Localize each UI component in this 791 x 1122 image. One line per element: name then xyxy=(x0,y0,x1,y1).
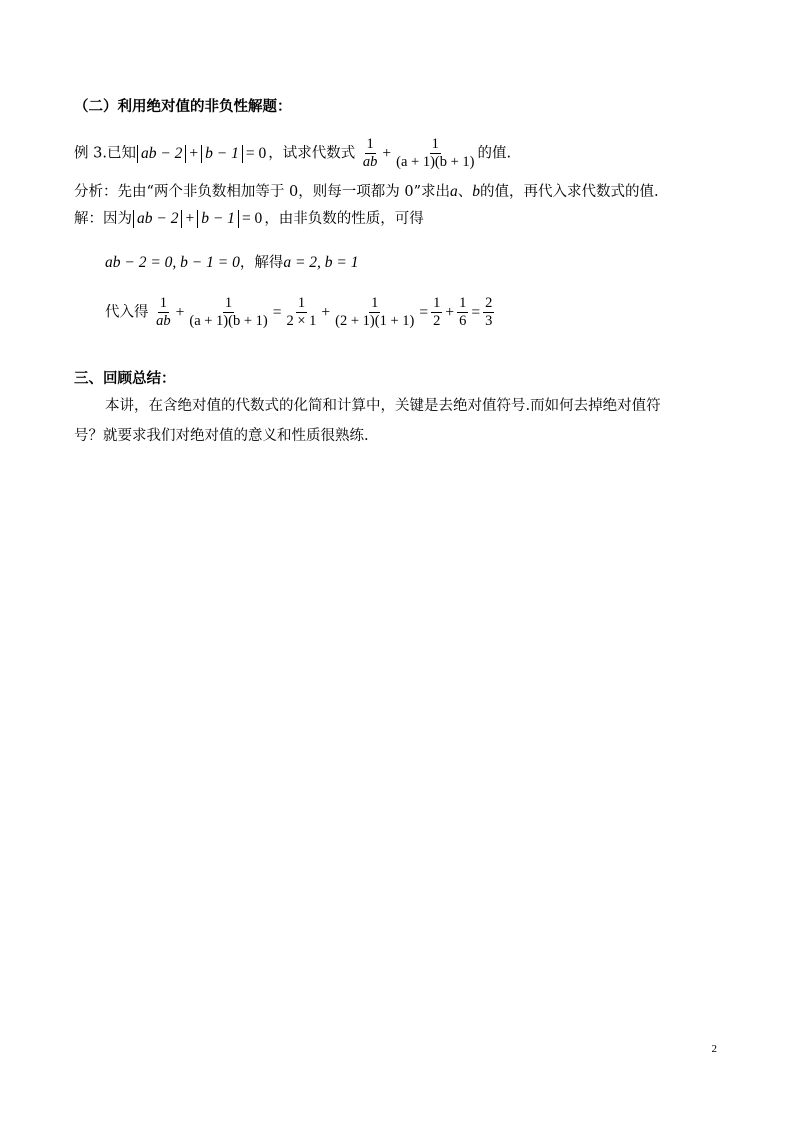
substitute-label: 代入得 xyxy=(105,304,149,321)
fraction-denominator: (a + 1)(b + 1) xyxy=(396,154,475,170)
summary-line-1 xyxy=(105,396,661,416)
example-3-line xyxy=(74,136,511,171)
fraction-numerator: 2 xyxy=(485,295,493,311)
fraction-numerator: 1 xyxy=(433,295,441,311)
chain-fraction-5 xyxy=(431,295,442,330)
plus-sign: + xyxy=(445,303,455,321)
equals-zero: = 0 xyxy=(241,210,263,227)
fraction-numerator: 1 xyxy=(159,295,167,311)
analysis-text-after: 的值，再代入求代数式的值. xyxy=(480,184,659,200)
fraction-numerator: 1 xyxy=(371,295,379,311)
equals-sign: = xyxy=(471,303,481,321)
chain-fraction-2 xyxy=(187,295,269,330)
abs-b-minus-1: b − 1 xyxy=(197,210,239,228)
fraction-numerator: 1 xyxy=(366,136,374,152)
summary-line-2 xyxy=(74,426,369,446)
section-3-heading-text: 三、回顾总结： xyxy=(74,371,176,387)
chain-fraction-6 xyxy=(457,295,468,330)
section-3-heading xyxy=(74,369,176,389)
plus-sign: + xyxy=(189,144,199,162)
summary-text-1: 本讲，在含绝对值的代数式的化简和计算中，关键是去绝对值符号.而如何去掉绝对值符 xyxy=(105,398,661,414)
analysis-text-before: 分析：先由“两个非负数相加等于 0，则每一项都为 0”求出 xyxy=(74,184,450,200)
fraction-denominator: (a + 1)(b + 1) xyxy=(189,313,268,329)
substitution-line xyxy=(105,295,495,330)
equals-sign: = xyxy=(419,303,429,321)
plus-sign: + xyxy=(175,303,185,321)
var-a: a xyxy=(450,183,458,200)
chain-fraction-3 xyxy=(284,295,318,330)
fraction-denominator: (2 + 1)(1 + 1) xyxy=(335,313,415,329)
fraction-1-over-a1-b1 xyxy=(394,136,476,171)
page-number: 2 xyxy=(711,1043,717,1055)
plus-sign: + xyxy=(185,210,195,227)
fraction-1-over-ab xyxy=(361,136,380,171)
fraction-denominator: ab xyxy=(156,313,171,329)
solution-step-1 xyxy=(105,253,359,273)
solution-prefix: 解：因为 xyxy=(74,211,132,227)
abs-b-minus-1: b − 1 xyxy=(201,145,243,163)
fraction-numerator: 1 xyxy=(459,295,467,311)
plus-sign: + xyxy=(382,144,392,162)
equals-sign: = xyxy=(272,303,282,321)
var-b: b xyxy=(472,183,480,200)
equals-zero: = 0 xyxy=(245,144,267,162)
step-1-result: a = 2, b = 1 xyxy=(283,254,359,271)
fraction-denominator: 2 × 1 xyxy=(286,313,317,329)
section-2-heading-text: （二）利用绝对值的非负性解题： xyxy=(74,99,292,115)
chain-fraction-1 xyxy=(154,295,173,330)
example-3-suffix: 的值. xyxy=(477,145,512,162)
abs-ab-minus-2: ab − 2 xyxy=(133,210,182,228)
chain-fraction-7 xyxy=(483,295,494,330)
plus-sign: + xyxy=(321,303,331,321)
fraction-denominator: 6 xyxy=(459,313,467,329)
chain-fraction-4 xyxy=(333,295,416,330)
section-2-heading xyxy=(74,97,292,117)
solution-line-1 xyxy=(74,209,424,229)
fraction-numerator: 1 xyxy=(224,295,233,311)
fraction-denominator: 3 xyxy=(485,313,493,329)
fraction-denominator: ab xyxy=(362,154,378,170)
fraction-denominator: 2 xyxy=(433,313,441,329)
fraction-numerator: 1 xyxy=(431,136,439,152)
solution-suffix: ，由非负数的性质，可得 xyxy=(264,211,424,227)
step-1-mid: ，解得 xyxy=(239,255,284,271)
example-3-mid: ，试求代数式 xyxy=(268,145,356,162)
summary-text-2: 号？就要求我们对绝对值的意义和性质很熟练. xyxy=(74,428,369,444)
analysis-line xyxy=(74,182,659,202)
fraction-numerator: 1 xyxy=(297,295,306,311)
example-3-prefix: 例 3.已知 xyxy=(74,145,136,162)
abs-ab-minus-2: ab − 2 xyxy=(137,145,186,163)
step-1-equations: ab − 2 = 0, b − 1 = 0 xyxy=(105,254,240,271)
analysis-sep: 、 xyxy=(457,184,473,200)
